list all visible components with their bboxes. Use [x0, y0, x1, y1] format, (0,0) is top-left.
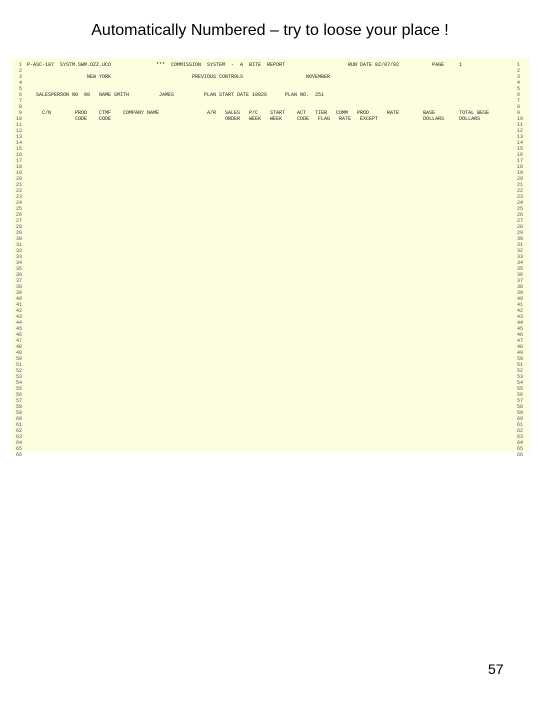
line-number-right: 41 — [517, 302, 524, 308]
line-number-left: 23 — [15, 194, 22, 200]
line-number-right: 22 — [517, 188, 524, 194]
line-number-right: 32 — [517, 248, 524, 254]
slide-title: Automatically Numbered – try to loose your place ! — [91, 22, 449, 39]
line-number-right: 47 — [517, 338, 524, 344]
line-number-left: 37 — [15, 278, 22, 284]
line-number-left: 44 — [15, 320, 22, 326]
line-number-left: 16 — [15, 152, 22, 158]
line-number-right: 45 — [517, 326, 524, 332]
line-number-right: 55 — [517, 386, 524, 392]
report-header-line: CODE CODE ORDER WEEK WEEK CODE FLAG RATE EXCEPT DOLLARS DOLLARS — [27, 116, 481, 122]
line-number-right: 8 — [517, 104, 521, 110]
line-number-left: 13 — [15, 134, 22, 140]
line-number-left: 55 — [15, 386, 22, 392]
line-number-left: 35 — [15, 266, 22, 272]
line-number-right: 62 — [517, 428, 524, 434]
line-number-right: 57 — [517, 398, 524, 404]
line-number-right: 11 — [517, 122, 524, 128]
line-number-left: 28 — [15, 224, 22, 230]
line-number-right: 34 — [517, 260, 524, 266]
line-number-left: 51 — [15, 362, 22, 368]
line-number-left: 31 — [15, 242, 22, 248]
line-number-left: 38 — [15, 284, 22, 290]
line-number-left: 8 — [18, 104, 22, 110]
line-number-right: 59 — [517, 410, 524, 416]
line-number-right: 13 — [517, 134, 524, 140]
line-number-left: 32 — [15, 248, 22, 254]
line-number-right: 66 — [517, 452, 524, 458]
line-number-right: 36 — [517, 272, 524, 278]
line-number-right: 33 — [517, 254, 524, 260]
report-header-line: NEW YORK PREVIOUS CONTROLS NOVEMBER — [27, 74, 331, 80]
line-number-left: 29 — [15, 230, 22, 236]
line-number-left: 22 — [15, 188, 22, 194]
line-number-left: 62 — [15, 428, 22, 434]
line-number-right: 50 — [517, 356, 524, 362]
line-number-right: 9 — [517, 110, 521, 116]
line-number-right: 21 — [517, 182, 524, 188]
line-number-left: 7 — [18, 98, 22, 104]
line-number-left: 40 — [15, 296, 22, 302]
line-number-left: 34 — [15, 260, 22, 266]
line-number-right: 12 — [517, 128, 524, 134]
line-number-right: 29 — [517, 230, 524, 236]
line-number-left: 54 — [15, 380, 22, 386]
line-number-left: 46 — [15, 332, 22, 338]
line-number-left: 63 — [15, 434, 22, 440]
line-number-right: 46 — [517, 332, 524, 338]
line-number-left: 15 — [15, 146, 22, 152]
line-number-left: 26 — [15, 212, 22, 218]
report-header-line: SALESPERSON NO 90 NAME SMITH JAMES PLAN START DATE 10026 PLAN NO. 251 — [27, 92, 325, 98]
line-number-right: 49 — [517, 350, 524, 356]
line-number-right: 24 — [517, 200, 524, 206]
line-number-right: 19 — [517, 170, 524, 176]
line-number-right: 43 — [517, 314, 524, 320]
line-number-right: 48 — [517, 344, 524, 350]
line-number-left: 42 — [15, 308, 22, 314]
line-number-left: 14 — [15, 140, 22, 146]
line-number-right: 2 — [517, 68, 521, 74]
line-number-right: 26 — [517, 212, 524, 218]
line-number-left: 10 — [15, 116, 22, 122]
line-number-left: 59 — [15, 410, 22, 416]
line-number-right: 60 — [517, 416, 524, 422]
line-number-left: 52 — [15, 368, 22, 374]
line-number-right: 18 — [517, 164, 524, 170]
line-number-right: 64 — [517, 440, 524, 446]
page-number: 57 — [488, 661, 504, 677]
line-number-left: 5 — [18, 86, 22, 92]
line-number-left: 3 — [18, 74, 22, 80]
line-number-right: 51 — [517, 362, 524, 368]
line-number-right: 17 — [517, 158, 524, 164]
line-number-right: 38 — [517, 284, 524, 290]
line-number-left: 12 — [15, 128, 22, 134]
line-number-left: 19 — [15, 170, 22, 176]
line-number-right: 4 — [517, 80, 521, 86]
report-header-line: P-ASC-107 SYSTM.SWM.OZZ.UCO *** COMMISSION SYSTEM - A BITE REPORT RUN DATE 02/07/92 PAGE 1 — [27, 62, 463, 68]
line-number-right: 20 — [517, 176, 524, 182]
line-number-right: 1 — [517, 62, 521, 68]
line-number-left: 17 — [15, 158, 22, 164]
line-number-right: 39 — [517, 290, 524, 296]
line-number-left: 61 — [15, 422, 22, 428]
line-number-right: 31 — [517, 242, 524, 248]
line-number-left: 20 — [15, 176, 22, 182]
line-number-left: 58 — [15, 404, 22, 410]
line-number-right: 25 — [517, 206, 524, 212]
line-number-left: 24 — [15, 200, 22, 206]
line-number-left: 2 — [18, 68, 22, 74]
line-number-left: 25 — [15, 206, 22, 212]
line-number-left: 43 — [15, 314, 22, 320]
line-number-right: 63 — [517, 434, 524, 440]
line-number-right: 58 — [517, 404, 524, 410]
line-number-right: 65 — [517, 446, 524, 452]
line-number-right: 15 — [517, 146, 524, 152]
line-number-left: 9 — [18, 110, 22, 116]
line-number-left: 56 — [15, 392, 22, 398]
line-number-left: 4 — [18, 80, 22, 86]
line-number-left: 47 — [15, 338, 22, 344]
line-number-left: 50 — [15, 356, 22, 362]
line-number-left: 66 — [15, 452, 22, 458]
line-number-right: 52 — [517, 368, 524, 374]
line-number-right: 40 — [517, 296, 524, 302]
line-number-right: 37 — [517, 278, 524, 284]
line-number-right: 30 — [517, 236, 524, 242]
line-number-left: 33 — [15, 254, 22, 260]
line-number-left: 1 — [18, 62, 22, 68]
line-number-left: 48 — [15, 344, 22, 350]
line-number-right: 61 — [517, 422, 524, 428]
line-number-left: 57 — [15, 398, 22, 404]
line-number-right: 7 — [517, 98, 521, 104]
line-number-left: 41 — [15, 302, 22, 308]
line-number-left: 64 — [15, 440, 22, 446]
line-number-left: 18 — [15, 164, 22, 170]
line-number-right: 23 — [517, 194, 524, 200]
line-number-right: 3 — [517, 74, 521, 80]
line-number-left: 49 — [15, 350, 22, 356]
line-number-left: 27 — [15, 218, 22, 224]
line-number-left: 60 — [15, 416, 22, 422]
line-number-left: 39 — [15, 290, 22, 296]
line-number-right: 56 — [517, 392, 524, 398]
line-number-right: 54 — [517, 380, 524, 386]
line-number-right: 16 — [517, 152, 524, 158]
line-number-right: 10 — [517, 116, 524, 122]
line-number-left: 30 — [15, 236, 22, 242]
report-printout — [12, 58, 530, 458]
line-number-left: 36 — [15, 272, 22, 278]
line-number-right: 53 — [517, 374, 524, 380]
line-number-right: 6 — [517, 92, 521, 98]
line-number-right: 42 — [517, 308, 524, 314]
line-number-right: 44 — [517, 320, 524, 326]
line-number-left: 65 — [15, 446, 22, 452]
line-number-left: 6 — [18, 92, 22, 98]
report-header-line: C/N PROD CTMF COMPANY NAME A/R SALES P/C START ACT TIER COMM PROD RATE BASE TOTAL BESE — [27, 110, 490, 116]
line-number-right: 5 — [517, 86, 521, 92]
printout-line — [12, 452, 530, 458]
line-number-left: 11 — [15, 122, 22, 128]
line-number-right: 35 — [517, 266, 524, 272]
line-number-left: 45 — [15, 326, 22, 332]
line-number-left: 53 — [15, 374, 22, 380]
line-number-right: 28 — [517, 224, 524, 230]
line-number-left: 21 — [15, 182, 22, 188]
line-number-right: 14 — [517, 140, 524, 146]
line-number-right: 27 — [517, 218, 524, 224]
